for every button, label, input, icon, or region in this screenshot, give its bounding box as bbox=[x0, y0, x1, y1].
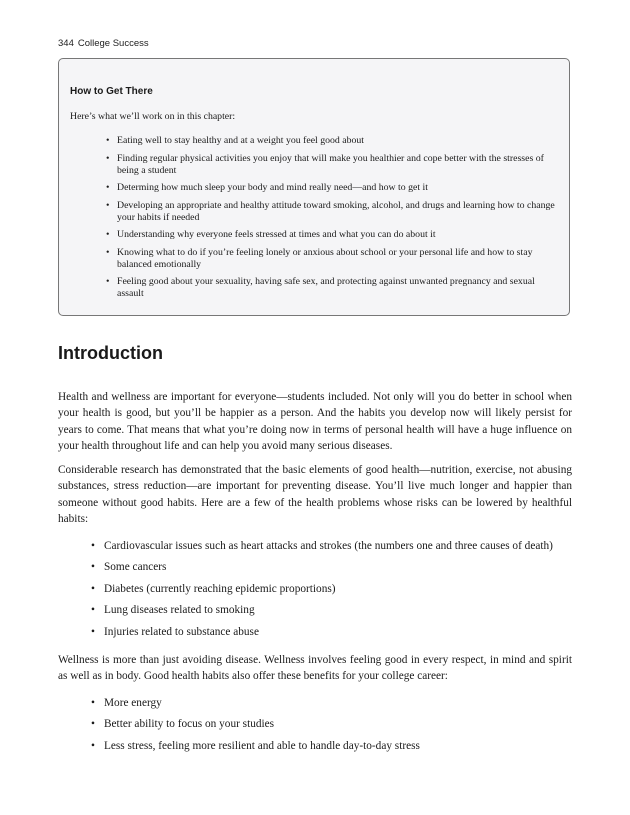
list-item: • More energy bbox=[104, 695, 564, 716]
list-item: • Determing how much sleep your body and mind really need—and how to get it bbox=[117, 182, 557, 194]
paragraph: Wellness is more than just avoiding disease. Wellness involves feeling good in every respect, in mind and spirit as well as in body. Good health habits also offer these benefits for your college career: bbox=[58, 654, 572, 683]
section-title: Introduction bbox=[58, 343, 163, 363]
list-item: • Feeling good about your sexuality, having safe sex, and protecting against unwanted pregnancy and sexual assault bbox=[117, 276, 557, 300]
list-item: • Finding regular physical activities you enjoy that will make you healthier and cope better with the stresses of being a student bbox=[117, 153, 557, 177]
list-item: • Developing an appropriate and healthy attitude toward smoking, alcohol, and drugs and learning how to change your habits if needed bbox=[117, 200, 557, 224]
paragraph: Considerable research has demonstrated that the basic elements of good health—nutrition, exercise, not abusing substances, stress reduction—are important for preventing disease. You’ll live much longer and happier than someone without good habits. Here are a few of the health problems whose risks can be lowered by healthful habits: bbox=[58, 464, 572, 525]
benefits-list bbox=[104, 695, 564, 759]
book-title: College Success bbox=[77, 38, 149, 49]
box-objectives-list bbox=[117, 135, 557, 306]
list-item: • Eating well to stay healthy and at a weight you feel good about bbox=[117, 135, 557, 147]
list-item: • Lung diseases related to smoking bbox=[104, 602, 564, 623]
list-item: • Cardiovascular issues such as heart attacks and strokes (the numbers one and three causes of death) bbox=[104, 538, 564, 559]
paragraph: Health and wellness are important for everyone—students included. Not only will you do better in school when your health is good, but you’ll be happier as a person. And the habits you develop now will likely persist for years to come. That means that what you’re doing now in terms of personal health will have a huge influence on your health throughout life and can help you avoid many serious diseases. bbox=[58, 391, 572, 452]
list-item: • Knowing what to do if you’re feeling lonely or anxious about school or your personal life and how to stay balanced emotionally bbox=[117, 247, 557, 271]
how-to-get-there-box bbox=[58, 58, 570, 316]
box-title: How to Get There bbox=[70, 86, 153, 97]
page-number: 344 bbox=[58, 38, 74, 49]
list-item: • Less stress, feeling more resilient and able to handle day-to-day stress bbox=[104, 738, 564, 759]
list-item: • Some cancers bbox=[104, 559, 564, 580]
list-item: • Understanding why everyone feels stressed at times and what you can do about it bbox=[117, 229, 557, 241]
box-intro: Here’s what we’ll work on in this chapter: bbox=[70, 111, 236, 122]
health-problems-list bbox=[104, 538, 564, 645]
list-item: • Injuries related to substance abuse bbox=[104, 624, 564, 645]
list-item: • Better ability to focus on your studies bbox=[104, 716, 564, 737]
running-header bbox=[58, 38, 149, 49]
list-item: • Diabetes (currently reaching epidemic proportions) bbox=[104, 581, 564, 602]
